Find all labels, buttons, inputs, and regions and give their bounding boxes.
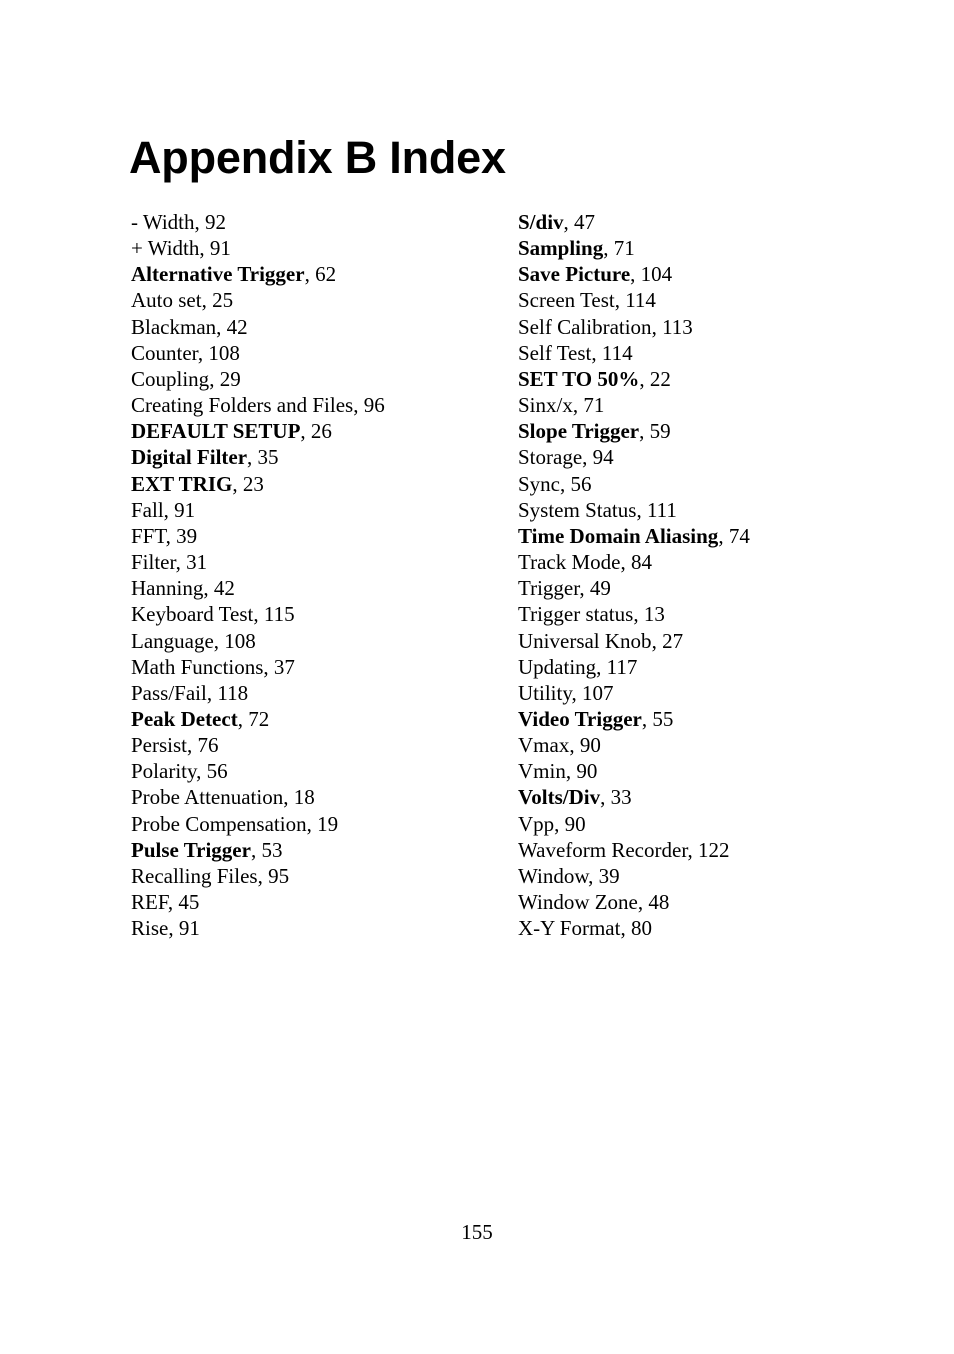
index-page-ref: 72 [248, 706, 270, 731]
index-entry: Window, 39 [518, 863, 620, 888]
index-term: Universal Knob [518, 628, 652, 653]
index-page-ref: 49 [589, 576, 611, 601]
index-entry: Keyboard Test, 115 [131, 602, 295, 627]
index-entry: REF, 45 [131, 890, 200, 915]
index-entry: FFT, 39 [131, 523, 198, 548]
index-term: X-Y Format [518, 916, 621, 941]
index-entry: Vmax, 90 [518, 733, 601, 758]
index-term: Self Test [518, 340, 592, 365]
index-term: Storage [518, 445, 583, 470]
index-term: Vpp [518, 811, 555, 836]
index-entry: Time Domain Aliasing, 74 [518, 523, 750, 548]
index-entry: Vpp, 90 [518, 811, 586, 836]
index-entry: Slope Trigger, 59 [518, 419, 671, 444]
index-page-ref: 91 [174, 497, 196, 522]
index-page-ref: 96 [363, 393, 385, 418]
index-page-ref: 107 [581, 680, 614, 705]
index-term: Persist [131, 733, 188, 758]
index-entry: Vmin, 90 [518, 759, 598, 784]
index-page-ref: 111 [646, 497, 677, 522]
index-page-ref: 117 [606, 654, 638, 679]
index-page-ref: 26 [310, 419, 332, 444]
index-term: Sampling [518, 236, 604, 261]
index-term: Peak Detect [131, 706, 238, 731]
index-term: SET TO 50% [518, 366, 640, 391]
index-entry: Universal Knob, 27 [518, 628, 684, 653]
index-entry: Auto set, 25 [131, 288, 234, 313]
index-page-ref: 35 [257, 445, 279, 470]
index-page-ref: 37 [273, 654, 295, 679]
index-entry: Trigger, 49 [518, 576, 611, 601]
index-term: DEFAULT SETUP [131, 419, 301, 444]
index-entry: Peak Detect, 72 [131, 706, 270, 731]
index-term: Pulse Trigger [131, 837, 251, 862]
index-term: Blackman [131, 314, 217, 339]
index-page-ref: 42 [226, 314, 248, 339]
index-term: Language [131, 628, 214, 653]
index-term: Trigger [518, 576, 580, 601]
index-term: Waveform Recorder [518, 837, 688, 862]
index-term: Sync [518, 471, 560, 496]
index-page-ref: 80 [630, 916, 652, 941]
index-entry: Screen Test, 114 [518, 288, 656, 313]
index-page-ref: 39 [598, 863, 620, 888]
index-entry: Filter, 31 [131, 550, 208, 575]
index-page-ref: 71 [583, 393, 605, 418]
index-entry: EXT TRIG, 23 [131, 471, 264, 496]
page-title: Appendix B Index [129, 132, 506, 183]
index-column-right [518, 209, 750, 941]
index-term: Track Mode [518, 550, 621, 575]
index-page-ref: 113 [662, 314, 693, 339]
index-term: Alternative Trigger [131, 262, 305, 287]
index-page-ref: 91 [209, 236, 231, 261]
index-entry: Recalling Files, 95 [131, 863, 290, 888]
index-entry: Self Test, 114 [518, 340, 633, 365]
index-entry: Math Functions, 37 [131, 654, 295, 679]
index-entry: Language, 108 [131, 628, 256, 653]
index-page-ref: 94 [592, 445, 614, 470]
index-page-ref: 13 [643, 602, 665, 627]
index-term: Vmin [518, 759, 566, 784]
index-term: Math Functions [131, 654, 264, 679]
index-term: Creating Folders and Files [131, 393, 354, 418]
index-page-ref: 59 [649, 419, 671, 444]
index-term: Time Domain Aliasing [518, 523, 719, 548]
index-entry: Coupling, 29 [131, 366, 241, 391]
index-entry: Polarity, 56 [131, 759, 228, 784]
index-term: Polarity [131, 759, 197, 784]
index-page-ref: 42 [213, 576, 235, 601]
index-term: Rise [131, 916, 169, 941]
index-entry: Save Picture, 104 [518, 262, 673, 287]
index-term: Trigger status [518, 602, 634, 627]
index-entry: Persist, 76 [131, 733, 219, 758]
index-entry: Volts/Div, 33 [518, 785, 632, 810]
index-page-ref: 56 [206, 759, 228, 784]
index-page-ref: 56 [570, 471, 592, 496]
index-entry: Counter, 108 [131, 340, 240, 365]
index-term: S/div [518, 210, 564, 234]
index-entry: SET TO 50%, 22 [518, 366, 671, 391]
index-entry: Sync, 56 [518, 471, 592, 496]
index-term: Digital Filter [131, 445, 248, 470]
index-term: Probe Attenuation [131, 785, 284, 810]
index-term: REF [131, 890, 168, 915]
index-entry: - Width, 92 [131, 210, 227, 234]
index-term: Self Calibration [518, 314, 652, 339]
index-page-ref: 18 [293, 785, 315, 810]
index-entry: Pass/Fail, 118 [131, 680, 249, 705]
index-entry: Probe Attenuation, 18 [131, 785, 315, 810]
index-term: Counter [131, 340, 198, 365]
index-entry: Storage, 94 [518, 445, 614, 470]
index-page-ref: 48 [648, 890, 670, 915]
index-entry: Window Zone, 48 [518, 890, 670, 915]
index-page-ref: 47 [574, 210, 596, 234]
index-entry: Creating Folders and Files, 96 [131, 393, 385, 418]
index-page-ref: 33 [610, 785, 632, 810]
index-term: Utility [518, 680, 572, 705]
index-entry: Track Mode, 84 [518, 550, 652, 575]
index-page-ref: 39 [176, 523, 198, 548]
index-entry: DEFAULT SETUP, 26 [131, 419, 332, 444]
index-entry: Waveform Recorder, 122 [518, 837, 730, 862]
index-term: FFT [131, 523, 166, 548]
index-term: Hanning [131, 576, 204, 601]
index-term: Updating [518, 654, 597, 679]
index-term: Window [518, 863, 589, 888]
index-page-ref: 53 [261, 837, 283, 862]
index-term: - Width [131, 210, 195, 234]
index-column-left [131, 209, 385, 941]
index-page-ref: 23 [242, 471, 264, 496]
index-page-ref: 95 [268, 863, 290, 888]
index-entry: Trigger status, 13 [518, 602, 665, 627]
index-entry: System Status, 111 [518, 497, 677, 522]
index-entry: X-Y Format, 80 [518, 916, 652, 941]
index-term: Sinx/x [518, 393, 573, 418]
index-entry: Digital Filter, 35 [131, 445, 279, 470]
index-term: Screen Test [518, 288, 615, 313]
index-page-ref: 90 [576, 759, 598, 784]
index-page-ref: 84 [630, 550, 652, 575]
index-term: Recalling Files [131, 863, 258, 888]
index-page-ref: 55 [652, 706, 674, 731]
index-entry: Sinx/x, 71 [518, 393, 605, 418]
index-entry: Blackman, 42 [131, 314, 248, 339]
index-entry: Sampling, 71 [518, 236, 635, 261]
index-entry: Rise, 91 [131, 916, 200, 941]
index-term: Keyboard Test [131, 602, 254, 627]
index-entry: Utility, 107 [518, 680, 614, 705]
index-term: System Status [518, 497, 637, 522]
index-page-ref: 90 [564, 811, 586, 836]
index-term: Slope Trigger [518, 419, 640, 444]
index-term: Coupling [131, 366, 210, 391]
index-page-ref: 92 [205, 210, 227, 234]
index-page-ref: 114 [625, 288, 656, 313]
index-page-ref: 76 [197, 733, 219, 758]
index-term: Filter [131, 550, 176, 575]
index-page-ref: 118 [217, 680, 249, 705]
index-page-ref: 71 [613, 236, 635, 261]
index-entry: Updating, 117 [518, 654, 638, 679]
index-page-ref: 122 [697, 837, 730, 862]
page-number: 155 [461, 1220, 493, 1244]
index-entry: Alternative Trigger, 62 [131, 262, 337, 287]
index-term: EXT TRIG [131, 471, 233, 496]
index-term: Video Trigger [518, 706, 642, 731]
index-page-ref: 62 [315, 262, 337, 287]
index-page-ref: 114 [601, 340, 633, 365]
index-entry: + Width, 91 [131, 236, 231, 261]
index-page-ref: 27 [662, 628, 684, 653]
index-page-ref: 108 [208, 340, 240, 365]
index-entry: S/div, 47 [518, 210, 596, 234]
index-term: Save Picture [518, 262, 631, 287]
index-page-ref: 45 [178, 890, 200, 915]
index-page-ref: 25 [212, 288, 234, 313]
index-entry: Hanning, 42 [131, 576, 235, 601]
index-page-ref: 74 [728, 523, 750, 548]
index-page-ref: 90 [579, 733, 601, 758]
index-page-ref: 19 [317, 811, 339, 836]
index-entry: Video Trigger, 55 [518, 706, 674, 731]
index-page-ref: 91 [178, 916, 200, 941]
index-page-ref: 31 [186, 550, 208, 575]
index-term: Vmax [518, 733, 570, 758]
index-page-ref: 115 [263, 602, 295, 627]
index-term: + Width [131, 236, 200, 261]
index-entry: Fall, 91 [131, 497, 196, 522]
index-page-ref: 22 [649, 366, 671, 391]
index-term: Probe Compensation [131, 811, 307, 836]
index-term: Volts/Div [518, 785, 601, 810]
index-page-ref: 108 [224, 628, 256, 653]
index-page-ref: 29 [219, 366, 241, 391]
index-entry: Probe Compensation, 19 [131, 811, 339, 836]
index-entry: Pulse Trigger, 53 [131, 837, 283, 862]
index-term: Auto set [131, 288, 202, 313]
index-term: Window Zone [518, 890, 638, 915]
index-term: Fall [131, 497, 164, 522]
index-entry: Self Calibration, 113 [518, 314, 693, 339]
index-term: Pass/Fail [131, 680, 207, 705]
index-page-ref: 104 [640, 262, 673, 287]
